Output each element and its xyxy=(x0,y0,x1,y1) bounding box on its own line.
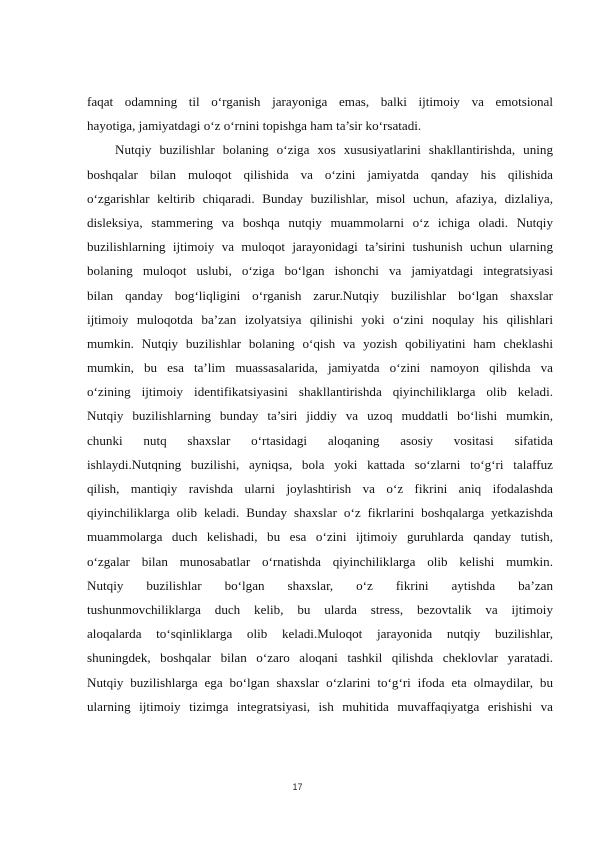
text-line: disleksiya, stammering va boshqa nutqiy muammolarni o‘z ichiga oladi. Nutqiy xyxy=(87,214,553,230)
text-line: Nutqiy buzilishlarga ega bo‘lgan shaxslar o‘zlarini to‘g‘ri ifoda eta olmaydilar, bu xyxy=(87,674,553,690)
paragraph-first-line: Nutqiy buzilishlar bolaning o‘ziga xos xususiyatlarini shakllantirishda, uning xyxy=(115,142,553,158)
text-line: mumkin, bu esa ta’lim muassasalarida, jamiyatda o‘zini namoyon qilishda va xyxy=(87,360,553,376)
body-text xyxy=(87,90,553,719)
text-line: muammolarga duch kelishadi, bu esa o‘zini ijtimoiy guruhlarda qanday tutish, xyxy=(87,529,553,545)
text-line: mumkin. Nutqiy buzilishlar bolaning o‘qish va yozish qobiliyatini ham cheklashi xyxy=(87,335,553,351)
text-line: bolaning muloqot uslubi, o‘ziga bo‘lgan ishonchi va jamiyatdagi integratsiyasi xyxy=(87,263,553,279)
text-line: ishlaydi.Nutqning buzilishi, ayniqsa, bola yoki kattada so‘zlarni to‘g‘ri talaffuz xyxy=(87,456,553,472)
text-line: o‘zgarishlar keltirib chiqaradi. Bunday buzilishlar, misol uchun, afaziya, dizlaliya, xyxy=(87,190,553,206)
text-line: ijtimoiy muloqotda ba’zan izolyatsiya qilinishi yoki o‘zini noqulay his qilishlari xyxy=(87,311,553,327)
text-line: tushunmovchiliklarga duch kelib, bu ularda stress, bezovtalik va ijtimoiy xyxy=(87,601,553,617)
text-line: faqat odamning til o‘rganish jarayoniga emas, balki ijtimoiy va emotsional xyxy=(87,94,553,109)
text-line: buzilishlarning ijtimoiy va muloqot jarayonidagi ta’sirini tushunish uchun ularning xyxy=(87,239,553,255)
text-line: chunki nutq shaxslar o‘rtasidagi aloqaning asosiy vositasi sifatida xyxy=(87,432,553,448)
text-line: o‘zgalar bilan munosabatlar o‘rnatishda qiyinchiliklarga olib kelishi mumkin. xyxy=(87,553,553,569)
text-line: boshqalar bilan muloqot qilishida va o‘zini jamiyatda qanday his qilishida xyxy=(87,166,553,182)
text-line: qiyinchiliklarga olib keladi. Bunday shaxslar o‘z fikrlarini boshqalarga yetkazishda xyxy=(87,505,553,521)
page-number: 17 xyxy=(292,782,303,792)
text-line: o‘zining ijtimoiy identifikatsiyasini shakllantirishda qiyinchiliklarga olib keladi. xyxy=(87,384,553,400)
text-line: bilan qanday bog‘liqligini o‘rganish zarur.Nutqiy buzilishlar bo‘lgan shaxslar xyxy=(87,287,553,303)
text-line: hayotiga, jamiyatdagi o‘z o‘rnini topishga ham ta’sir ko‘rsatadi. xyxy=(87,118,422,134)
text-line: qilish, mantiqiy ravishda ularni joylashtirish va o‘z fikrini aniq ifodalashda xyxy=(87,481,553,496)
text-line: aloqalarda to‘sqinliklarga olib keladi.Muloqot jarayonida nutqiy buzilishlar, xyxy=(87,626,553,642)
text-line: shuningdek, boshqalar bilan o‘zaro aloqani tashkil qilishda cheklovlar yaratadi. xyxy=(87,650,553,666)
text-line: Nutqiy buzilishlar bo‘lgan shaxslar, o‘z fikrini aytishda ba’zan xyxy=(87,577,553,593)
text-line: Nutqiy buzilishlarning bunday ta’siri jiddiy va uzoq muddatli bo‘lishi mumkin, xyxy=(87,408,553,424)
text-line: ularning ijtimoiy tizimga integratsiyasi, ish muhitida muvaffaqiyatga erishishi va xyxy=(87,698,553,714)
